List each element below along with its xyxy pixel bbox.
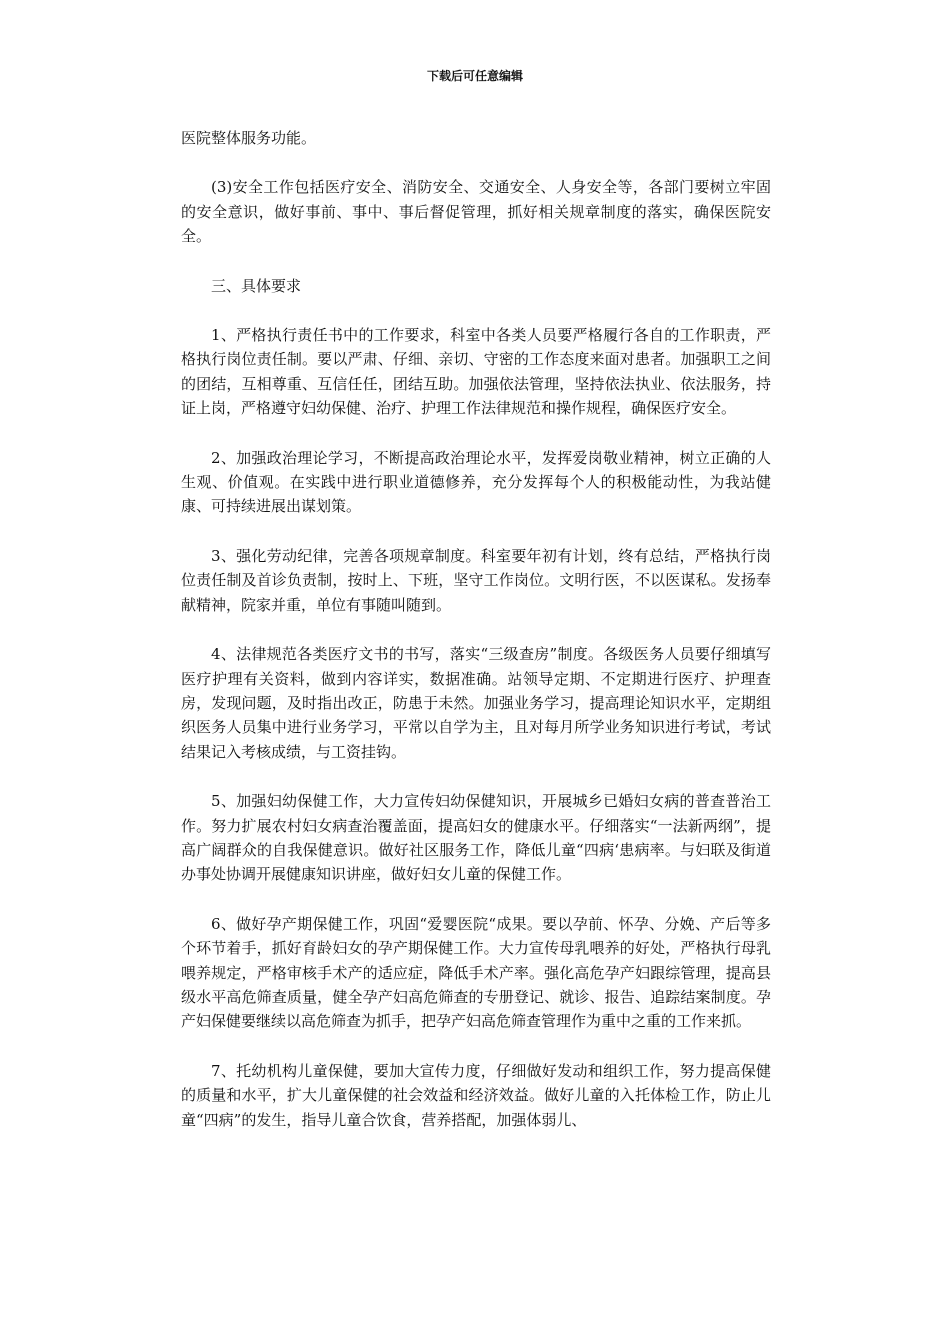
- paragraph-2: (3)安全工作包括医疗安全、消防安全、交通安全、人身安全等，各部门要树立牢固的安全意识，做好事前、事中、事后督促管理，抓好相关规章制度的落实，确保医院安全。: [181, 178, 771, 246]
- paragraph-1: 医院整体服务功能。: [181, 129, 317, 147]
- page-header: 下载后可任意编辑: [426, 69, 523, 83]
- paragraph-item-2: 2、加强政治理论学习，不断提高政治理论水平，发挥爱岗敬业精神，树立正确的人生观、价值观。在实践中进行职业道德修养，充分发挥每个人的积极能动性，为我站健康、可持续进展出谋划策。: [181, 448, 771, 516]
- paragraph-item-6: 6、做好孕产期保健工作，巩固“爱婴医院“成果。要以孕前、怀孕、分娩、产后等多个环节着手，抓好育龄妇女的孕产期保健工作。大力宣传母乳喂养的好处，严格执行母乳喂养规定，严格审核手术产的适应症，降低手术产率。强化高危孕产妇跟综管理，提高县级水平高危筛查质量，健全孕产妇高危筛查的专册登记、就诊、报告、追踪结案制度。孕产妇保健要继续以高危筛查为抓手，把孕产妇高危筛查管理作为重中之重的工作来抓。: [181, 914, 771, 1031]
- paragraph-item-3: 3、强化劳动纪律，完善各项规章制度。科室要年初有计划，终有总结，严格执行岗位责任制及首诊负责制，按时上、下班，坚守工作岗位。文明行医，不以医谋私。发扬奉献精神，院家并重，单位有事随叫随到。: [181, 546, 771, 614]
- document-body: [181, 126, 771, 1157]
- paragraph-item-5: 5、加强妇幼保健工作，大力宣传妇幼保健知识，开展城乡已婚妇女病的普查普治工作。努力扩展农村妇女病查治覆盖面，提高妇女的健康水平。仔细落实“一法新两纲”，提高广阔群众的自我保健意识。做好社区服务工作，降低儿童“四病‘患病率。与妇联及街道办事处协调开展健康知识讲座，做好妇女儿童的保健工作。: [181, 792, 771, 884]
- paragraph-item-4: 4、法律规范各类医疗文书的书写，落实“三级查房”制度。各级医务人员要仔细填写医疗护理有关资料，做到内容详实，数据准确。站领导定期、不定期进行医疗、护理查房，发现问题，及时指出改正，防患于未然。加强业务学习，提高理论知识水平，定期组织医务人员集中进行业务学习，平常以自学为主，且对每月所学业务知识进行考试，考试结果记入考核成绩，与工资挂钩。: [181, 645, 771, 761]
- paragraph-item-1: 1、严格执行责任书中的工作要求，科室中各类人员要严格履行各自的工作职责，严格执行岗位责任制。要以严肃、仔细、亲切、守密的工作态度来面对患者。加强职工之间的团结，互相尊重、互信任任，团结互助。加强依法管理，坚持依法执业、依法服务，持证上岗，严格遵守妇幼保健、治疗、护理工作法律规范和操作规程，确保医疗安全。: [181, 326, 771, 418]
- section-heading: 三、具体要求: [211, 276, 302, 295]
- paragraph-item-7: 7、托幼机构儿童保健，要加大宣传力度，仔细做好发动和组织工作，努力提高保健的质量和水平，扩大儿童保健的社会效益和经济效益。做好儿童的入托体检工作，防止儿童“四病”的发生，指导儿童合饮食，营养搭配，加强体弱儿、: [181, 1061, 771, 1129]
